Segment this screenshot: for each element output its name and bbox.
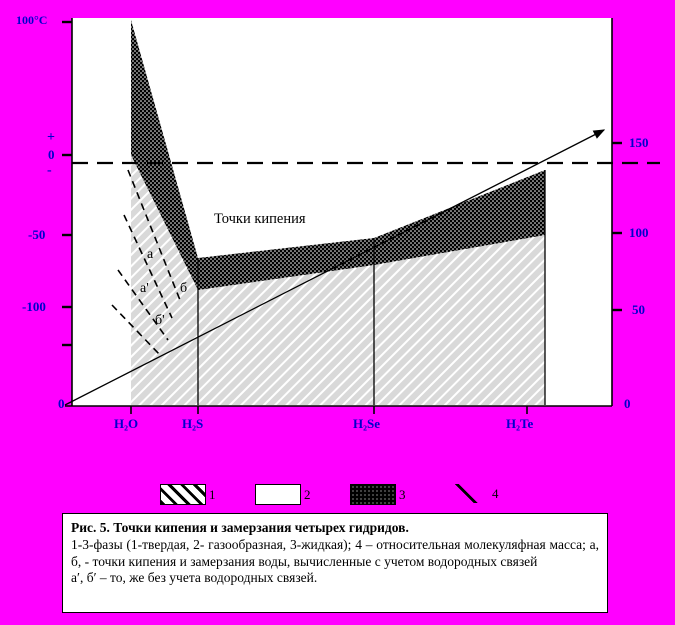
annotation-boiling-points: Точки кипения	[214, 211, 306, 227]
axis-plus-sign: +	[47, 130, 55, 145]
axis-label-right-100: 100	[629, 225, 649, 240]
caption-title: Рис. 5. Точки кипения и замерзания четырех гидридов.	[71, 520, 409, 535]
legend-number-2: 2	[304, 486, 311, 502]
axis-label-right-50: 50	[632, 302, 645, 317]
x-label-h2se: H₂Se	[353, 416, 381, 431]
chart-legend	[160, 484, 520, 510]
axis-label-minus50: -50	[28, 227, 46, 242]
x-label-h2te: H₂Te	[506, 416, 534, 431]
curve-label-b: б	[180, 281, 188, 296]
x-label-h2o: H₂O	[114, 416, 139, 431]
axis-label-bottom-0: 0	[58, 396, 65, 411]
legend-swatch-liquid-phase	[350, 484, 396, 505]
legend-swatch-solid-phase	[160, 484, 206, 505]
legend-item-2	[255, 484, 311, 505]
legend-item-1	[160, 484, 216, 505]
legend-number-3: 3	[399, 486, 406, 502]
curve-label-a: а	[147, 247, 154, 262]
axis-label-0: 0	[48, 147, 55, 162]
caption-line-2: а′, б′ – то, же без учета водородных связей.	[71, 570, 318, 586]
figure-caption-box	[62, 513, 608, 613]
legend-item-3	[350, 484, 406, 505]
axis-minus-sign: -	[47, 163, 52, 178]
caption-line-1: 1-3-фазы (1-твердая, 2- газообразная, 3-жидкая); 4 – относительная молекуляфная масса; а, б, - точки кипения и замерзания воды, вычисленные с учетом водородных связей	[71, 537, 599, 569]
legend-swatch-molecular-mass	[445, 484, 489, 503]
axis-label-right-0: 0	[624, 396, 631, 411]
axis-label-right-150: 150	[629, 135, 649, 150]
legend-number-4: 4	[492, 485, 499, 501]
legend-swatch-gas-phase	[255, 484, 301, 505]
axis-label-top-left: 100°C	[16, 13, 48, 27]
axis-label-minus100: -100	[22, 299, 46, 314]
x-label-h2s: H₂S	[182, 416, 204, 431]
curve-label-b-prime: б'	[155, 313, 165, 328]
legend-number-1: 1	[209, 486, 216, 502]
curve-label-a-prime: а'	[140, 281, 149, 296]
legend-item-4	[445, 484, 499, 503]
